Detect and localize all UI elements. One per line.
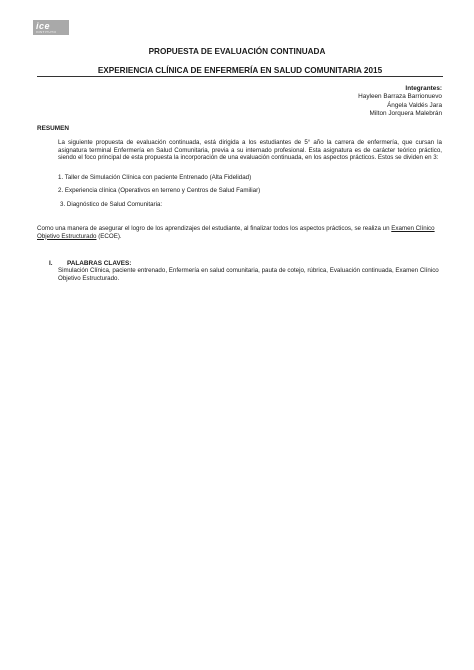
- institution-logo: [33, 20, 69, 35]
- closing-text-end: (ECOE).: [96, 232, 122, 240]
- list-item: 3. Diagnóstico de Salud Comunitaria:: [60, 201, 163, 208]
- list-item: 1. Taller de Simulación Clínica con paciente Entrenado (Alta Fidelidad): [58, 174, 252, 181]
- section-number: I.: [49, 260, 53, 267]
- team-member: Ángela Valdés Jara: [387, 101, 442, 109]
- list-item: 2. Experiencia clínica (Operativos en terreno y Centros de Salud Familiar): [58, 187, 261, 194]
- document-title: PROPUESTA DE EVALUACIÓN CONTINUADA: [148, 47, 326, 56]
- resumen-heading: RESUMEN: [37, 125, 69, 132]
- logo-tagline: INSTITUTO: [36, 30, 57, 34]
- document-subtitle: EXPERIENCIA CLÍNICA DE ENFERMERÍA EN SALUD COMUNITARIA 2015: [37, 66, 443, 77]
- ecoe-underlined-text: Examen Clínico Objetivo Estructurado: [37, 225, 435, 240]
- team-header: Integrantes:: [405, 85, 442, 92]
- logo-text: ice: [36, 21, 51, 31]
- keywords-heading-label: PALABRAS CLAVES:: [67, 260, 132, 267]
- team-member: Milton Jorquera Malebrán: [369, 110, 442, 118]
- keywords-text: Simulación Clínica, paciente entrenado, Enfermería en salud comunitaria, pauta de cotejo, rúbrica, Evaluación continuada, Examen Clínico Objetivo Estructurado.: [58, 267, 439, 282]
- closing-paragraph: [37, 225, 442, 240]
- keywords-heading: [49, 260, 131, 267]
- team-member: Hayleen Barraza Barrionuevo: [358, 93, 442, 101]
- closing-text: Como una manera de asegurar el logro de los aprendizajes del estudiante, al finalizar todos los aspectos prácticos, se realiza un: [37, 225, 392, 232]
- resumen-paragraph: La siguiente propuesta de evaluación continuada, está dirigida a los estudiantes de 5° año la carrera de enfermería, que cursan la asignatura terminal Enfermería en Salud Comunitaria, previa a su internado profesional. Esta asignatura es de carácter teórico práctico, siendo el foco principal de esta propuesta la incorporación de una evaluación continuada, en los aspectos prácticos. Estos se dividen en 3:: [58, 139, 442, 162]
- team-block: [358, 85, 442, 119]
